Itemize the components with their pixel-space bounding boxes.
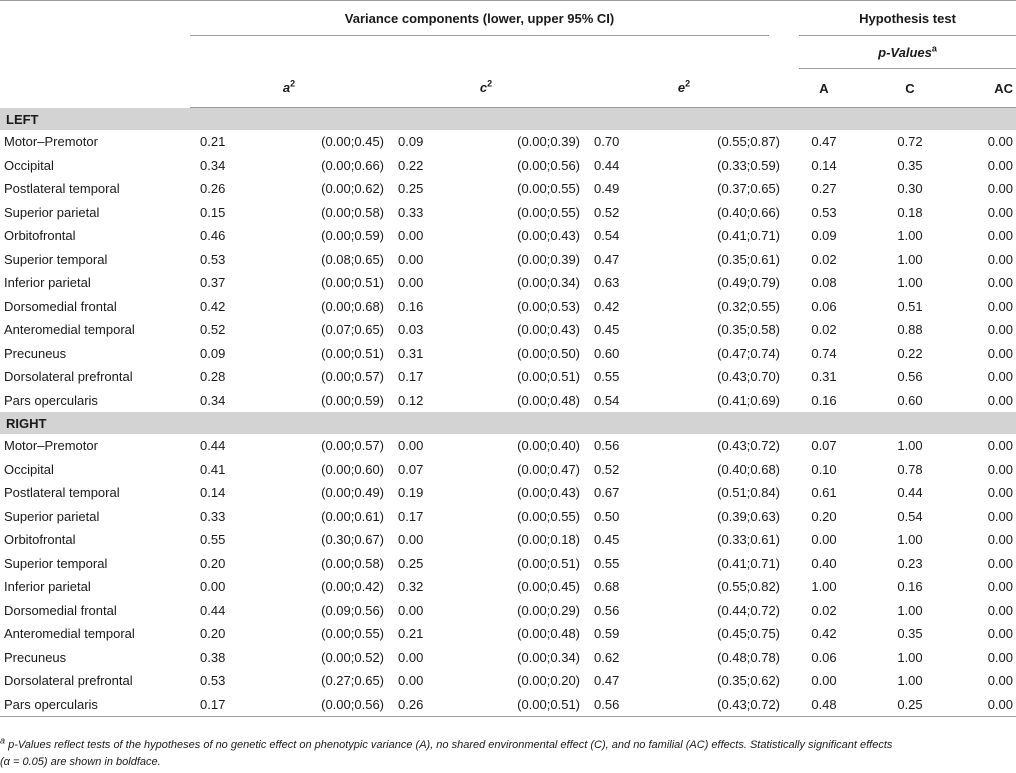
c2-value: 0.09 (398, 134, 424, 150)
a2-value: 0.17 (190, 693, 262, 717)
a2-ci: (0.00;0.59) (321, 228, 384, 244)
p-value-C: 0.18 (897, 204, 923, 220)
c2-ci: (0.00;0.34) (517, 649, 580, 665)
a2-value: 0.26 (200, 181, 226, 197)
a2-ci: (0.00;0.68) (321, 298, 384, 314)
a2-value: 0.33 (200, 508, 226, 524)
row-name: Postlateral temporal (4, 181, 120, 197)
col-C-header: C (864, 69, 956, 108)
row-name: Superior parietal (4, 508, 100, 524)
row-name: Pars opercularis (4, 392, 98, 408)
e2-value: 0.56 (594, 438, 620, 454)
e2-ci: (0.43;0.70) (717, 369, 780, 385)
c2-ci: (0.00;0.39) (517, 251, 580, 267)
p-value-AC: 0.00 (987, 251, 1013, 267)
e2-value: 0.55 (594, 555, 620, 571)
p-value-A: 0.00 (811, 532, 837, 548)
table-row (0, 130, 1016, 154)
c2-value: 0.00 (398, 275, 424, 291)
p-value-AC: 0.00 (987, 345, 1013, 361)
table-row (0, 552, 1016, 576)
e2-ci: (0.37;0.65) (717, 181, 780, 197)
p-value-A: 0.06 (811, 298, 837, 314)
a2-value: 0.53 (200, 251, 226, 267)
c2-ci: (0.00;0.39) (517, 134, 580, 150)
row-name: Pars opercularis (0, 693, 190, 717)
p-value-A: 0.14 (811, 157, 837, 173)
p-value-A: 0.07 (811, 438, 837, 454)
e2-value: 0.44 (594, 157, 620, 173)
c2-ci: (0.00;0.51) (462, 693, 584, 717)
a2-value: 0.41 (200, 461, 226, 477)
p-value-C: 0.22 (897, 345, 923, 361)
a2-value: 0.00 (200, 579, 226, 595)
p-value-AC: 0.00 (987, 508, 1013, 524)
row-name: Superior temporal (4, 555, 108, 571)
row-name: Precuneus (4, 345, 67, 361)
c2-value: 0.00 (398, 602, 424, 618)
table-row (0, 177, 1016, 201)
p-value-AC: 0.00 (987, 275, 1013, 291)
p-value-A: 0.47 (811, 134, 837, 150)
e2-ci: (0.33;0.61) (717, 532, 780, 548)
p-value-A: 0.02 (811, 251, 837, 267)
p-value-C: 1.00 (897, 673, 923, 689)
table-row (0, 434, 1016, 458)
a2-value: 0.21 (200, 134, 226, 150)
p-value-AC: 0.00 (987, 392, 1013, 408)
p-value-AC: 0.00 (987, 181, 1013, 197)
e2-ci: (0.48;0.78) (717, 649, 780, 665)
c2-ci: (0.00;0.18) (517, 532, 580, 548)
row-name: Occipital (4, 157, 54, 173)
a2-value: 0.20 (200, 626, 226, 642)
p-value-A: 0.02 (811, 602, 837, 618)
c2-ci: (0.00;0.51) (517, 555, 580, 571)
a2-ci: (0.00;0.58) (321, 204, 384, 220)
e2-ci: (0.40;0.68) (717, 461, 780, 477)
a2-value: 0.20 (200, 555, 226, 571)
p-value-C: 1.00 (897, 251, 923, 267)
a2-ci: (0.00;0.66) (321, 157, 384, 173)
a2-value: 0.09 (200, 345, 226, 361)
c2-ci: (0.00;0.56) (517, 157, 580, 173)
e2-ci: (0.55;0.82) (717, 579, 780, 595)
p-value-AC: 0.00 (987, 602, 1013, 618)
c2-value: 0.00 (398, 251, 424, 267)
row-name: Superior temporal (4, 251, 108, 267)
e2-value: 0.49 (594, 181, 620, 197)
e2-value: 0.70 (594, 134, 620, 150)
e2-value: 0.42 (594, 298, 620, 314)
p-value-A: 0.61 (811, 485, 837, 501)
row-name: Dorsomedial frontal (4, 602, 117, 618)
a2-value: 0.53 (200, 673, 226, 689)
c2-ci: (0.00;0.53) (517, 298, 580, 314)
c2-value: 0.17 (398, 369, 424, 385)
a2-value: 0.55 (200, 532, 226, 548)
e2-value: 0.62 (594, 649, 620, 665)
p-value-A: 0.27 (811, 181, 837, 197)
row-name: Orbitofrontal (4, 228, 76, 244)
a2-ci: (0.08;0.65) (321, 251, 384, 267)
e2-ci: (0.49;0.79) (717, 275, 780, 291)
c2-ci: (0.00;0.50) (517, 345, 580, 361)
p-value-AC: 0.00 (987, 204, 1013, 220)
table-row (0, 365, 1016, 389)
a2-value: 0.14 (200, 485, 226, 501)
p-value-AC: 0.00 (987, 485, 1013, 501)
p-value-AC: 0.00 (987, 228, 1013, 244)
e2-ci: (0.35;0.58) (717, 322, 780, 338)
p-value-A: 0.20 (811, 508, 837, 524)
p-value-A: 0.16 (811, 392, 837, 408)
c2-value: 0.12 (398, 392, 424, 408)
a2-value: 0.42 (200, 298, 226, 314)
table-row (0, 693, 1016, 717)
a2-ci: (0.00;0.58) (321, 555, 384, 571)
p-value-AC: 0.00 (987, 532, 1013, 548)
c2-value: 0.26 (388, 693, 462, 717)
row-name: Motor–Premotor (4, 134, 98, 150)
a2-value: 0.44 (200, 438, 226, 454)
e2-ci: (0.51;0.84) (717, 485, 780, 501)
table-body (0, 108, 1016, 717)
p-value-A: 0.06 (811, 649, 837, 665)
c2-ci: (0.00;0.48) (517, 626, 580, 642)
c2-ci: (0.00;0.45) (517, 579, 580, 595)
p-value-AC: 0.00 (987, 157, 1013, 173)
col-A-header: A (784, 69, 864, 108)
c2-ci: (0.00;0.29) (517, 602, 580, 618)
a2-value: 0.28 (200, 369, 226, 385)
c2-value: 0.16 (398, 298, 424, 314)
a2-ci: (0.30;0.67) (321, 532, 384, 548)
table-row (0, 295, 1016, 319)
e2-ci: (0.55;0.87) (717, 134, 780, 150)
e2-value: 0.55 (594, 369, 620, 385)
c2-ci: (0.00;0.34) (517, 275, 580, 291)
c2-ci: (0.00;0.40) (517, 438, 580, 454)
a2-ci: (0.00;0.61) (321, 508, 384, 524)
c2-value: 0.32 (398, 579, 424, 595)
table-row (0, 389, 1016, 413)
a2-ci: (0.00;0.42) (321, 579, 384, 595)
e2-ci: (0.39;0.63) (717, 508, 780, 524)
c2-ci: (0.00;0.43) (517, 228, 580, 244)
e2-value: 0.52 (594, 204, 620, 220)
table-row (0, 248, 1016, 272)
p-value-C: 0.72 (897, 134, 923, 150)
table-footnote: $^a$ p-Values reflect tests of the hypotheses of no genetic effect on phenotypic variance (A), no shared environmental effect (C), and no familial (AC) effects. Statistically significant effects (α = 0.05) are shown in boldface. (0, 735, 893, 768)
table-row (0, 528, 1016, 552)
p-value-AC: 0.00 (987, 369, 1013, 385)
c2-value: 0.33 (398, 204, 424, 220)
p-value-C: 1.00 (897, 532, 923, 548)
variance-components-title: Variance components (lower, upper 95% CI) (190, 1, 784, 36)
row-name: Anteromedial temporal (4, 322, 135, 338)
a2-value: 0.44 (200, 602, 226, 618)
p-value-C: 0.54 (897, 508, 923, 524)
row-name: Superior parietal (4, 204, 100, 220)
table-row (0, 505, 1016, 529)
p-value-A: 0.53 (811, 204, 837, 220)
p-value-AC: 0.00 (987, 134, 1013, 150)
a2-ci: (0.00;0.51) (321, 345, 384, 361)
col-a2-header: $a^2$ (190, 69, 388, 108)
e2-ci: (0.35;0.62) (717, 673, 780, 689)
e2-ci: (0.41;0.69) (717, 392, 780, 408)
p-value-C: 0.88 (897, 322, 923, 338)
row-name: Motor–Premotor (4, 438, 98, 454)
c2-ci: (0.00;0.51) (517, 369, 580, 385)
c2-value: 0.19 (398, 485, 424, 501)
table-row (0, 575, 1016, 599)
c2-ci: (0.00;0.55) (517, 181, 580, 197)
c2-ci: (0.00;0.47) (517, 461, 580, 477)
row-name: Dorsolateral prefrontal (4, 673, 133, 689)
table-row (0, 622, 1016, 646)
e2-value: 0.59 (594, 626, 620, 642)
a2-value: 0.34 (200, 157, 226, 173)
p-value-C: 1.00 (897, 275, 923, 291)
a2-ci: (0.00;0.51) (321, 275, 384, 291)
p-value-C: 0.35 (897, 626, 923, 642)
e2-value: 0.52 (594, 461, 620, 477)
section-header-row (0, 412, 1016, 434)
table-row (0, 154, 1016, 178)
col-c2-header: $c^2$ (388, 69, 584, 108)
row-name: Dorsolateral prefrontal (4, 369, 133, 385)
p-value-C: 0.35 (897, 157, 923, 173)
p-value-A: 0.74 (811, 345, 837, 361)
c2-value: 0.22 (398, 157, 424, 173)
e2-ci: (0.32;0.55) (717, 298, 780, 314)
c2-ci: (0.00;0.20) (517, 673, 580, 689)
row-name: Inferior parietal (4, 275, 91, 291)
e2-ci: (0.43;0.72) (717, 438, 780, 454)
col-AC-header: AC (956, 69, 1016, 108)
p-value-C: 0.60 (897, 392, 923, 408)
p-value-AC: 0.00 (987, 322, 1013, 338)
e2-ci: (0.45;0.75) (717, 626, 780, 642)
e2-value: 0.45 (594, 532, 620, 548)
e2-ci: (0.41;0.71) (717, 555, 780, 571)
p-value-C: 0.78 (897, 461, 923, 477)
c2-value: 0.00 (398, 649, 424, 665)
table-row (0, 646, 1016, 670)
c2-value: 0.25 (398, 181, 424, 197)
p-value-AC: 0.00 (987, 461, 1013, 477)
a2-value: 0.37 (200, 275, 226, 291)
p-value-AC: 0.00 (987, 555, 1013, 571)
a2-ci: (0.00;0.57) (321, 438, 384, 454)
e2-value: 0.54 (594, 228, 620, 244)
a2-ci: (0.07;0.65) (321, 322, 384, 338)
a2-value: 0.15 (200, 204, 226, 220)
a2-value: 0.38 (200, 649, 226, 665)
c2-value: 0.03 (398, 322, 424, 338)
e2-ci: (0.35;0.61) (717, 251, 780, 267)
a2-ci: (0.00;0.57) (321, 369, 384, 385)
c2-value: 0.25 (398, 555, 424, 571)
col-e2-header: $e^2$ (584, 69, 784, 108)
e2-value: 0.45 (594, 322, 620, 338)
a2-ci: (0.00;0.59) (321, 392, 384, 408)
c2-value: 0.00 (398, 228, 424, 244)
row-name: Anteromedial temporal (4, 626, 135, 642)
e2-ci: (0.41;0.71) (717, 228, 780, 244)
p-value-C: 1.00 (897, 228, 923, 244)
p-value-A: 0.48 (784, 693, 864, 717)
e2-value: 0.60 (594, 345, 620, 361)
p-value-AC: 0.00 (987, 298, 1013, 314)
a2-ci: (0.00;0.56) (262, 693, 388, 717)
e2-value: 0.67 (594, 485, 620, 501)
a2-ci: (0.27;0.65) (321, 673, 384, 689)
table-row (0, 599, 1016, 623)
e2-ci: (0.47;0.74) (717, 345, 780, 361)
c2-value: 0.00 (398, 532, 424, 548)
a2-ci: (0.00;0.62) (321, 181, 384, 197)
row-name: Precuneus (4, 649, 67, 665)
p-value-C: 1.00 (897, 649, 923, 665)
p-values-heading: p-Values$^a$ (784, 36, 1016, 69)
p-value-C: 0.30 (897, 181, 923, 197)
table-row (0, 224, 1016, 248)
table-row (0, 481, 1016, 505)
e2-value: 0.63 (594, 275, 620, 291)
e2-value: 0.47 (594, 251, 620, 267)
p-value-A: 0.00 (811, 673, 837, 689)
p-value-A: 0.40 (811, 555, 837, 571)
c2-value: 0.00 (398, 438, 424, 454)
section-label: LEFT (0, 108, 1016, 131)
e2-value: 0.50 (594, 508, 620, 524)
e2-ci: (0.43;0.72) (662, 693, 784, 717)
c2-ci: (0.00;0.55) (517, 508, 580, 524)
table-row (0, 201, 1016, 225)
a2-ci: (0.00;0.55) (321, 626, 384, 642)
p-value-C: 0.44 (897, 485, 923, 501)
p-value-C: 0.16 (897, 579, 923, 595)
e2-value: 0.68 (594, 579, 620, 595)
p-value-C: 1.00 (897, 438, 923, 454)
table-row (0, 458, 1016, 482)
p-value-A: 0.42 (811, 626, 837, 642)
c2-ci: (0.00;0.43) (517, 485, 580, 501)
c2-ci: (0.00;0.43) (517, 322, 580, 338)
p-value-AC: 0.00 (987, 649, 1013, 665)
e2-value: 0.54 (594, 392, 620, 408)
p-value-AC: 0.00 (956, 693, 1016, 717)
p-value-AC: 0.00 (987, 673, 1013, 689)
p-value-C: 0.23 (897, 555, 923, 571)
row-name: Orbitofrontal (4, 532, 76, 548)
c2-value: 0.07 (398, 461, 424, 477)
p-value-A: 1.00 (811, 579, 837, 595)
p-value-C: 1.00 (897, 602, 923, 618)
a2-ci: (0.00;0.45) (321, 134, 384, 150)
a2-value: 0.34 (200, 392, 226, 408)
p-value-A: 0.10 (811, 461, 837, 477)
c2-value: 0.31 (398, 345, 424, 361)
a2-ci: (0.09;0.56) (321, 602, 384, 618)
p-value-AC: 0.00 (987, 438, 1013, 454)
p-value-C: 0.25 (864, 693, 956, 717)
a2-ci: (0.00;0.49) (321, 485, 384, 501)
section-header-row (0, 108, 1016, 131)
table-header (0, 1, 1016, 108)
e2-value: 0.47 (594, 673, 620, 689)
section-label: RIGHT (0, 412, 1016, 434)
c2-value: 0.17 (398, 508, 424, 524)
row-name: Occipital (4, 461, 54, 477)
e2-value: 0.56 (584, 693, 662, 717)
e2-ci: (0.33;0.59) (717, 157, 780, 173)
table-row (0, 342, 1016, 366)
table-row (0, 669, 1016, 693)
row-name: Postlateral temporal (4, 485, 120, 501)
p-value-A: 0.08 (811, 275, 837, 291)
table-row (0, 271, 1016, 295)
e2-value: 0.56 (594, 602, 620, 618)
table-row (0, 318, 1016, 342)
e2-ci: (0.44;0.72) (717, 602, 780, 618)
a2-value: 0.46 (200, 228, 226, 244)
c2-ci: (0.00;0.55) (517, 204, 580, 220)
p-value-AC: 0.00 (987, 626, 1013, 642)
p-value-A: 0.02 (811, 322, 837, 338)
p-value-C: 0.51 (897, 298, 923, 314)
row-name: Dorsomedial frontal (4, 298, 117, 314)
p-value-AC: 0.00 (987, 579, 1013, 595)
c2-value: 0.00 (398, 673, 424, 689)
hypothesis-test-title: Hypothesis test (784, 1, 1016, 36)
p-value-A: 0.31 (811, 369, 837, 385)
row-name: Inferior parietal (4, 579, 91, 595)
a2-ci: (0.00;0.60) (321, 461, 384, 477)
c2-ci: (0.00;0.48) (517, 392, 580, 408)
e2-ci: (0.40;0.66) (717, 204, 780, 220)
a2-value: 0.52 (200, 322, 226, 338)
a2-ci: (0.00;0.52) (321, 649, 384, 665)
p-value-A: 0.09 (811, 228, 837, 244)
c2-value: 0.21 (398, 626, 424, 642)
p-value-C: 0.56 (897, 369, 923, 385)
